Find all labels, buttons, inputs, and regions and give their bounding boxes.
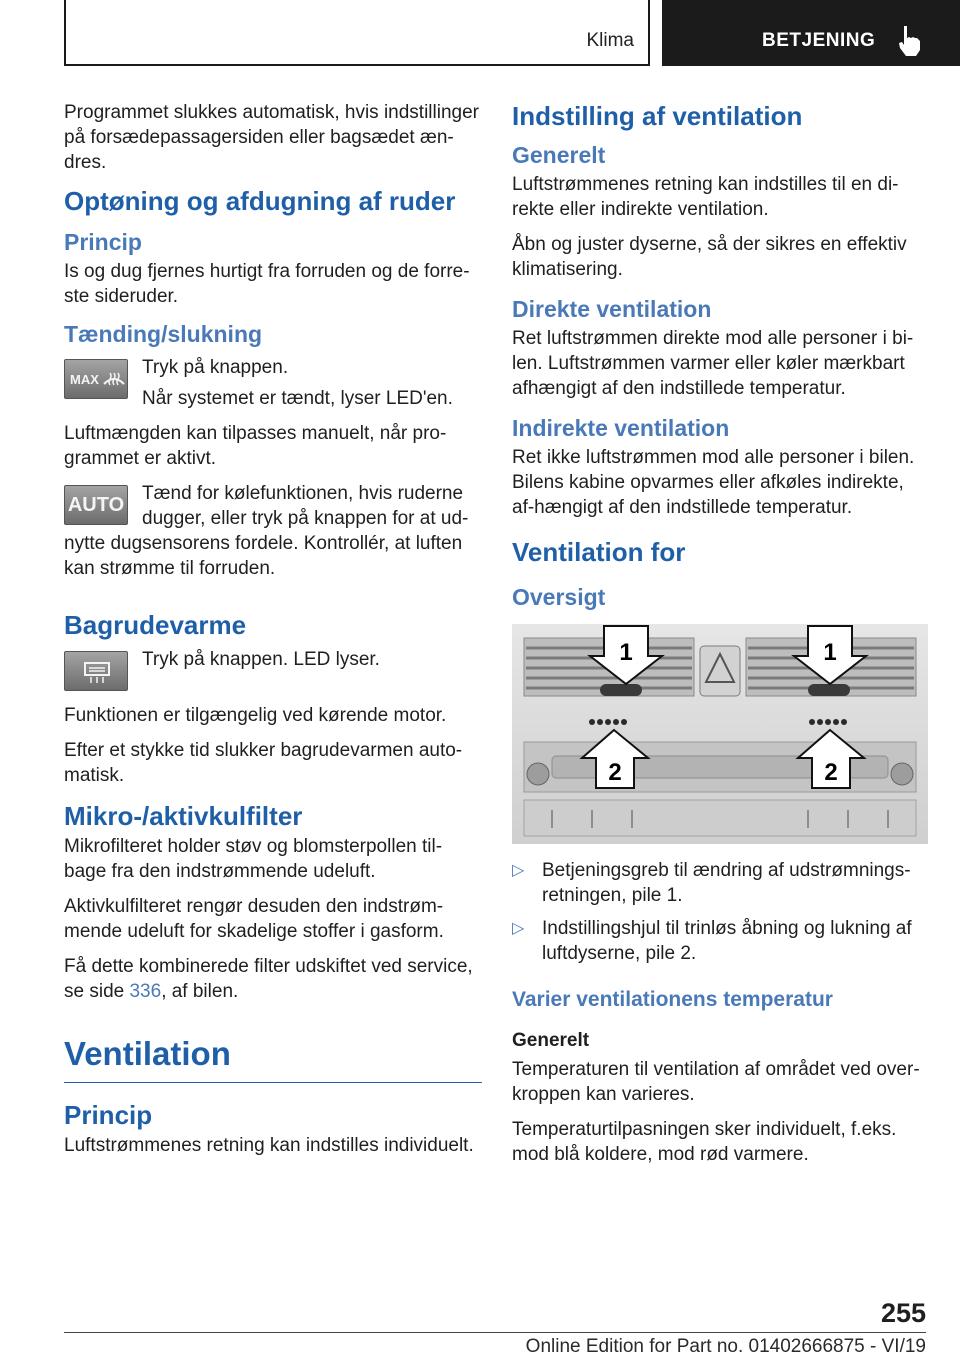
list-item <box>512 916 928 966</box>
overview-heading: Oversigt <box>512 584 606 610</box>
header-section-tab <box>64 0 650 66</box>
general-text-1: Luftstrømmenes retning kan indstilles til en di-rekte eller indirekte ventilation. <box>512 174 899 220</box>
indirect-heading: Indirekte ventilation <box>512 415 730 441</box>
rear-button-row <box>64 647 482 693</box>
filter-text-3 <box>64 954 482 1004</box>
auto-label: AUTO <box>67 493 125 516</box>
header-chapter-tab <box>662 0 960 66</box>
arrow-label-1-right: 1 <box>823 639 837 666</box>
airflow-text: Luftmængden kan tilpasses manuelt, når pro-grammet er aktivt. <box>64 423 447 469</box>
filter-heading: Mikro-/aktivkulfilter <box>64 801 303 831</box>
page-number: 255 <box>880 1298 926 1328</box>
temp-text-1: Temperaturen til ventilation af området ved over-kroppen kan varieres. <box>512 1059 920 1105</box>
windshield-defrost-icon <box>102 370 126 388</box>
general-heading: Generelt <box>512 142 606 168</box>
auto-text: Tænd for kølefunktionen, hvis ruderne dugger, eller tryk på knappen for at ud-nytte dugsensorens fordele. Kontrollér, at luften kan strømme til forruden. <box>64 483 469 579</box>
direct-heading: Direkte ventilation <box>512 296 712 322</box>
triangle-bullet-icon: ▷ <box>512 920 525 937</box>
intro-text: Programmet slukkes automatisk, hvis indstillinger på forsædepassagersiden eller bagsædet æn-dres. <box>64 102 479 173</box>
edition-text: Online Edition for Part no. 01402666875 - VI/19 <box>525 1336 926 1357</box>
filter-text-3-a: Få dette kombinerede filter udskiftet ved service, se side <box>64 956 473 1002</box>
arrow-label-2-right: 2 <box>824 759 838 786</box>
left-column <box>64 100 482 1168</box>
rear-window-defrost-button-image <box>64 651 128 691</box>
vent-principle-text: Luftstrømmenes retning kan indstilles individuelt. <box>64 1135 474 1156</box>
filter-text-3-b: , af bilen. <box>161 981 239 1002</box>
vent-controls-list <box>512 858 928 966</box>
rear-press-text: Tryk på knappen. LED lyser. <box>142 649 380 670</box>
rear-heading: Bagrudevarme <box>64 610 247 640</box>
max-button-row <box>64 355 482 411</box>
press-button-text: Tryk på knappen. <box>142 357 289 378</box>
principle-text: Is og dug fjernes hurtigt fra forruden og de forre-ste sideruder. <box>64 261 470 307</box>
max-defrost-button-image <box>64 359 128 399</box>
general-text-2: Åbn og juster dyserne, så der sikres en effektiv klimatisering. <box>512 234 907 280</box>
bullet-text: Betjeningsgreb til ændring af udstrømnings-retningen, pile 1. <box>542 860 911 906</box>
bullet-text: Indstillingshjul til trinløs åbning og lukning af luftdyserne, pile 2. <box>542 918 912 964</box>
filter-text-2: Aktivkulfilteret rengør desuden den indstrøm-mende udeluft for skadelige stoffer i gasform. <box>64 896 444 942</box>
max-label: MAX <box>70 371 99 387</box>
arrow-label-1-left: 1 <box>619 639 633 666</box>
air-vents-photo <box>512 624 928 844</box>
triangle-bullet-icon: ▷ <box>512 862 525 879</box>
rear-text-1: Funktionen er tilgængelig ved kørende motor. <box>64 705 447 726</box>
rear-defrost-icon <box>65 652 129 692</box>
setting-heading: Indstilling af ventilation <box>512 101 803 131</box>
pointing-hand-icon <box>894 24 928 58</box>
rear-text-2: Efter et stykke tid slukker bagrudevarmen auto-matisk. <box>64 740 463 786</box>
temp-text-2: Temperaturtilpasningen sker individuelt, f.eks. mod blå koldere, mod rød varmere. <box>512 1119 897 1165</box>
onoff-heading: Tænding/slukning <box>64 321 263 347</box>
indirect-text: Ret ikke luftstrømmen mod alle personer i bilen. Bilens kabine opvarmes eller afkøles indirekte, af-hængigt af den indstillede temperatur. <box>512 447 915 518</box>
section-title: Klima <box>586 30 634 51</box>
defrost-heading: Optøning og afdugning af ruder <box>64 186 456 216</box>
temp-general-heading: Generelt <box>512 1030 590 1051</box>
right-column <box>512 100 928 1177</box>
chapter-title: BETJENING <box>762 30 876 51</box>
ventilation-heading: Ventilation <box>64 1034 482 1083</box>
front-vent-heading: Ventilation for <box>512 537 686 567</box>
temp-heading: Varier ventilationens temperatur <box>512 988 833 1011</box>
filter-text-1: Mikrofilteret holder støv og blomsterpollen til-bage fra den indstrømmende udeluft. <box>64 836 443 882</box>
page-link-336[interactable]: 336 <box>129 981 162 1002</box>
auto-button-image <box>64 485 128 525</box>
arrow-label-2-left: 2 <box>608 759 622 786</box>
footer-divider <box>64 1332 926 1333</box>
principle-heading: Princip <box>64 229 142 255</box>
direct-text: Ret luftstrømmen direkte mod alle personer i bi-len. Luftstrømmen varmer eller køler mærkbart afhængigt af den indstillede temperatur. <box>512 328 914 399</box>
vent-principle-heading: Princip <box>64 1100 153 1130</box>
list-item <box>512 858 928 908</box>
led-on-text: Når systemet er tændt, lyser LED'en. <box>142 388 453 409</box>
